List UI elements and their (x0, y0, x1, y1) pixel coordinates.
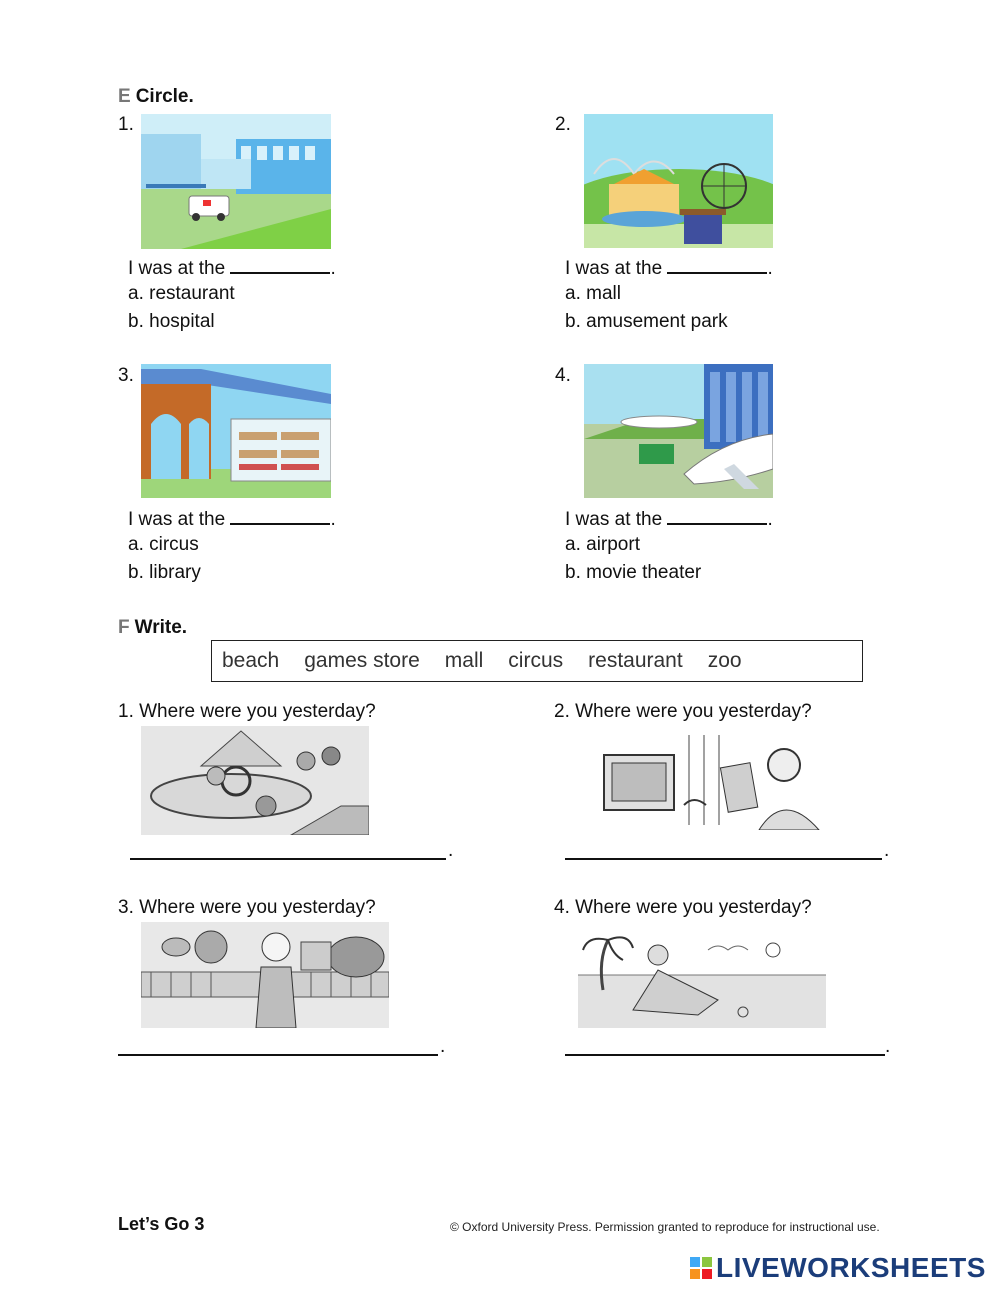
word-bank-item: zoo (707, 649, 742, 672)
item-1-option-a[interactable]: a. restaurant (128, 283, 235, 304)
answer-line-3[interactable] (118, 1054, 438, 1056)
library-image (141, 364, 331, 498)
answer-2-period: . (884, 840, 890, 861)
item-3-number: 3. (118, 365, 134, 386)
hospital-image (141, 114, 331, 249)
item-3-period: . (330, 509, 336, 530)
item-3-blank[interactable] (230, 505, 330, 525)
question-3: 3. Where were you yesterday? (118, 897, 376, 918)
item-2-period: . (767, 258, 773, 279)
word-bank (211, 640, 863, 682)
item-4-prompt: I was at the (565, 509, 663, 530)
answer-line-1[interactable] (130, 858, 446, 860)
item-4-option-a[interactable]: a. airport (565, 534, 640, 555)
item-4-period: . (767, 509, 773, 530)
question-2: 2. Where were you yesterday? (554, 701, 812, 722)
word-bank-item: restaurant (588, 649, 683, 672)
section-f-letter: F (118, 617, 130, 638)
section-f-heading (118, 617, 187, 639)
airport-image (584, 364, 773, 498)
question-4: 4. Where were you yesterday? (554, 897, 812, 918)
answer-1-period: . (448, 840, 454, 861)
circus-image (141, 726, 369, 835)
word-bank-item: games store (304, 649, 420, 672)
word-bank-item: mall (444, 649, 484, 672)
item-1-prompt: I was at the (128, 258, 226, 279)
liveworksheets-logo-text: LIVEWORKSHEETS (716, 1252, 986, 1283)
section-e-letter: E (118, 86, 131, 107)
item-3-option-a[interactable]: a. circus (128, 534, 199, 555)
item-2-sentence (565, 254, 773, 281)
item-1-sentence (128, 254, 336, 281)
games-store-image (594, 735, 839, 830)
answer-4-period: . (885, 1036, 891, 1057)
question-1: 1. Where were you yesterday? (118, 701, 376, 722)
word-bank-item: beach (222, 649, 280, 672)
liveworksheets-logo-icon (690, 1257, 712, 1279)
book-title: Let’s Go 3 (118, 1214, 205, 1234)
section-e-heading (118, 86, 194, 108)
copyright-notice: © Oxford University Press. Permission granted to reproduce for instructional use. (450, 1220, 880, 1234)
answer-3-period: . (440, 1036, 446, 1057)
answer-line-2[interactable] (565, 858, 882, 860)
beach-image (578, 930, 826, 1028)
item-3-prompt: I was at the (128, 509, 226, 530)
item-4-sentence (565, 505, 773, 532)
item-2-blank[interactable] (667, 254, 767, 274)
item-3-sentence (128, 505, 336, 532)
item-1-option-b[interactable]: b. hospital (128, 311, 215, 332)
liveworksheets-logo[interactable] (690, 1252, 986, 1284)
section-f-title: Write. (134, 617, 188, 638)
item-4-option-b[interactable]: b. movie theater (565, 562, 702, 583)
word-bank-item: circus (508, 649, 564, 672)
item-2-option-a[interactable]: a. mall (565, 283, 621, 304)
answer-line-4[interactable] (565, 1054, 885, 1056)
item-2-number: 2. (555, 114, 571, 135)
item-4-blank[interactable] (667, 505, 767, 525)
item-3-option-b[interactable]: b. library (128, 562, 201, 583)
item-1-number: 1. (118, 114, 134, 135)
zoo-image (141, 922, 389, 1028)
amusement-park-image (584, 114, 773, 248)
item-2-prompt: I was at the (565, 258, 663, 279)
section-e-title: Circle. (135, 86, 194, 107)
item-1-period: . (330, 258, 336, 279)
item-2-option-b[interactable]: b. amusement park (565, 311, 728, 332)
item-4-number: 4. (555, 365, 571, 386)
item-1-blank[interactable] (230, 254, 330, 274)
